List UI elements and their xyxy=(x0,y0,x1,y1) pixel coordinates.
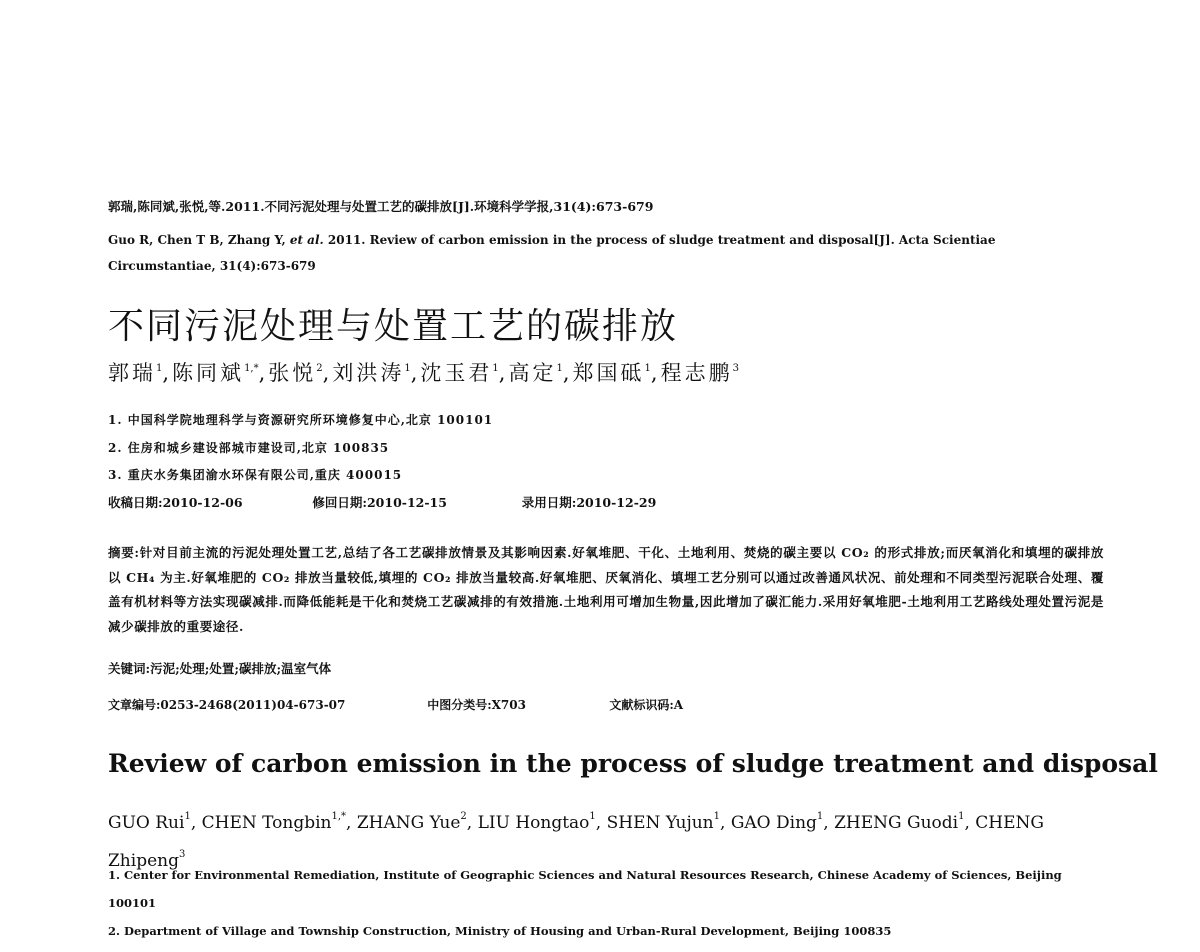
citation-english xyxy=(108,227,1103,279)
en-author-name: ZHENG Guodi xyxy=(834,813,959,833)
en-author-affiliation-mark: 3 xyxy=(178,849,186,860)
title-chinese: 不同污泥处理与处置工艺的碳排放 xyxy=(108,306,679,347)
abstract-text: 针对目前主流的污泥处理处置工艺,总结了各工艺碳排放情景及其影响因素.好氧堆肥、干化、土地利用、焚烧的碳主要以 CO₂ 的形式排放;而厌氧消化和填埋的碳排放以 CH₄ 为主.好氧堆肥的 CO₂ 排放当量较低,填埋的 CO₂ 排放当量较高.好氧堆肥、厌氧消化、填埋工艺分别可以通过改善通风状况、前处理和不同类型污泥联合处理、覆盖有机材料等方法实现碳减排.而降低能耗是干化和焚烧工艺碳减排的有效措施.土地利用可增加生物量,因此增加了碳汇能力.采用好氧堆肥-土地利用工艺路线处理处置污泥是减少碳排放的重要途径. xyxy=(108,545,1104,634)
cn-author-affiliation-mark: 1 xyxy=(492,363,499,374)
en-author-affiliation-mark: 1 xyxy=(816,811,824,822)
affiliation-en-2: 2. Department of Village and Township Construction, Ministry of Housing and Urban-Rural Development, Beijing 100835 xyxy=(108,924,892,938)
en-author-name: LIU Hongtao xyxy=(477,813,590,833)
cn-author-affiliation-mark: 1 xyxy=(556,363,563,374)
en-author-affiliation-mark: 1,* xyxy=(331,811,347,822)
en-author-affiliation-mark: 1 xyxy=(589,811,596,822)
authors-chinese: 郭瑞$^1$,陈同斌$^{1,*}$,张悦$^2$,刘洪涛$^1$,沈玉君$^1$,高定$^1$,郑国砥$^1$,程志鹏$^3$ xyxy=(108,361,739,385)
keywords-label: 关键词: xyxy=(108,661,151,676)
cn-author xyxy=(661,361,739,385)
cn-author-affiliation-mark: 2 xyxy=(316,363,323,374)
cn-author-name: 郑国砥 xyxy=(572,361,645,385)
cn-author xyxy=(573,361,651,385)
en-author xyxy=(108,813,191,833)
en-author-name: GAO Ding xyxy=(730,813,817,833)
citation-english-authors: Guo R, Chen T B, Zhang Y, xyxy=(108,233,290,247)
title-english: Review of carbon emission in the process of sludge treatment and disposal xyxy=(108,749,1158,778)
en-author xyxy=(607,813,720,833)
en-author-affiliation-mark: 2 xyxy=(460,811,467,822)
cn-author-name: 高定 xyxy=(508,361,557,385)
article-number: 文章编号:0253-2468(2011)04-673-07 xyxy=(108,698,346,712)
en-author xyxy=(357,813,467,833)
en-author xyxy=(478,813,596,833)
keywords-text: 污泥;处理;处置;碳排放;温室气体 xyxy=(150,661,332,676)
en-author-name: CHEN Tongbin xyxy=(201,813,332,833)
affiliation-en-1: 1. Center for Environmental Remediation, Institute of Geographic Sciences and Natural Resources Research, Chinese Academy of Sciences, Beijing 100101 xyxy=(108,868,1062,910)
en-author-name: CHENG Zhipeng xyxy=(108,813,1044,871)
en-author xyxy=(834,813,964,833)
cn-author-affiliation-mark: 1 xyxy=(644,363,651,374)
en-author-affiliation-mark: 1 xyxy=(958,811,965,822)
classification-code: 中图分类号:X703 xyxy=(427,698,526,712)
citation-english-etal: et al. xyxy=(289,233,324,247)
cn-author-affiliation-mark: 1 xyxy=(404,363,411,374)
dates-line xyxy=(108,493,1098,511)
revised-date: 修回日期:2010-12-15 xyxy=(312,495,447,510)
document-code: 文献标识码:A xyxy=(609,698,684,712)
accepted-date: 录用日期:2010-12-29 xyxy=(521,495,657,510)
cn-author xyxy=(420,361,498,385)
cn-author xyxy=(108,361,162,385)
article-meta xyxy=(108,696,1098,713)
cn-author xyxy=(268,361,322,385)
abstract xyxy=(108,541,1104,639)
affiliation-cn-1: 1. 中国科学院地理科学与资源研究所环境修复中心,北京 100101 xyxy=(108,413,494,427)
cn-author-affiliation-mark: 3 xyxy=(732,363,739,374)
cn-author-name: 陈同斌 xyxy=(172,361,245,385)
en-author-name: SHEN Yujun xyxy=(606,813,714,833)
en-author-name: GUO Rui xyxy=(108,813,185,833)
received-date: 收稿日期:2010-12-06 xyxy=(108,495,243,510)
cn-author-name: 刘洪涛 xyxy=(332,361,405,385)
cn-author-name: 沈玉君 xyxy=(420,361,493,385)
en-author-name: ZHANG Yue xyxy=(356,813,461,833)
citation-english-rest: 2011. Review of carbon emission in the process of sludge treatment and disposal[J]. Acta Scientiae Circumstantiae, 31(4):673-679 xyxy=(108,233,996,273)
cn-author-name: 张悦 xyxy=(268,361,317,385)
cn-author-name: 郭瑞 xyxy=(108,361,156,385)
cn-author-name: 程志鹏 xyxy=(660,361,733,385)
cn-author xyxy=(332,361,410,385)
citation-chinese: 郭瑞,陈同斌,张悦,等.2011.不同污泥处理与处置工艺的碳排放[J].环境科学学报,31(4):673-679 xyxy=(108,199,654,214)
en-author-affiliation-mark: 1 xyxy=(713,811,720,822)
cn-author-affiliation-mark: 1 xyxy=(156,363,163,374)
authors-english: GUO Rui$^1$, CHEN Tongbin$^{1,*}$, ZHANG Yue$^2$, LIU Hongtao$^1$, SHEN Yujun$^1$, GAO Ding$^1$, ZHENG Guodi$^1$, CHENG Zhipeng$^3$ xyxy=(108,811,1044,871)
affiliation-cn-2: 2. 住房和城乡建设部城市建设司,北京 100835 xyxy=(108,441,390,455)
abstract-label: 摘要: xyxy=(108,545,140,560)
en-author xyxy=(202,813,346,833)
en-author-affiliation-mark: 1 xyxy=(184,811,191,822)
cn-author xyxy=(172,361,259,385)
keywords xyxy=(108,659,1098,677)
cn-author-affiliation-mark: 1,* xyxy=(244,363,259,374)
affiliation-cn-3: 3. 重庆水务集团渝水环保有限公司,重庆 400015 xyxy=(108,468,403,482)
cn-author xyxy=(508,361,562,385)
en-author xyxy=(731,813,823,833)
